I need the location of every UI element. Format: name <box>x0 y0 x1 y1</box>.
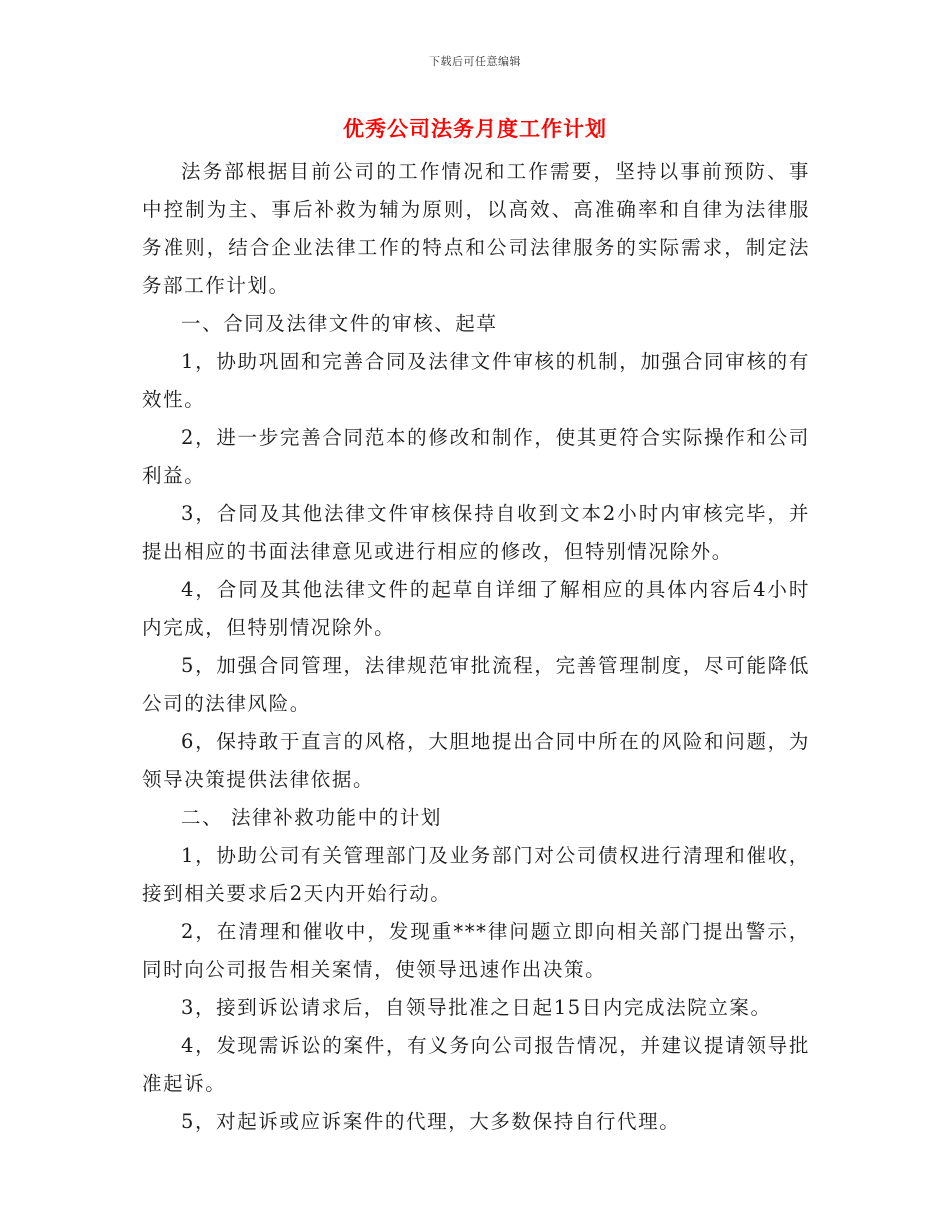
list-item: 2，在清理和催收中，发现重***律问题立即向相关部门提出警示，同时向公司报告相关案情，使领导迅速作出决策。 <box>142 920 810 981</box>
list-item: 1，协助公司有关管理部门及业务部门对公司债权进行清理和催收，接到相关要求后2天内开始行动。 <box>142 844 810 905</box>
list-item: 2，进一步完善合同范本的修改和制作，使其更符合实际操作和公司利益。 <box>142 426 810 487</box>
document-body <box>142 153 810 1141</box>
list-item: 4，合同及其他法律文件的起草自详细了解相应的具体内容后4小时内完成，但特别情况除外。 <box>142 578 810 639</box>
list-item: 4，发现需诉讼的案件，有义务向公司报告情况，并建议提请领导批准起诉。 <box>142 1034 810 1095</box>
section-heading-contracts: 一、合同及法律文件的审核、起草 <box>181 312 498 335</box>
list-item: 1，协助巩固和完善合同及法律文件审核的机制，加强合同审核的有效性。 <box>142 350 810 411</box>
list-item: 3，合同及其他法律文件审核保持自收到文本2小时内审核完毕，并提出相应的书面法律意见或进行相应的修改，但特别情况除外。 <box>142 502 810 563</box>
intro-paragraph: 法务部根据目前公司的工作情况和工作需要，坚持以事前预防、事中控制为主、事后补救为辅为原则，以高效、高准确率和自律为法律服务准则，结合企业法律工作的特点和公司法律服务的实际需求，制定法务部工作计划。 <box>142 160 810 297</box>
section-heading-remedies: 二、 法律补救功能中的计划 <box>181 806 442 829</box>
list-item: 3，接到诉讼请求后，自领导批准之日起15日内完成法院立案。 <box>181 996 772 1019</box>
document-title: 优秀公司法务月度工作计划 <box>343 116 607 141</box>
header-note: 下载后可任意编辑 <box>429 55 521 68</box>
list-item: 5，对起诉或应诉案件的代理，大多数保持自行代理。 <box>181 1110 681 1133</box>
list-item: 6，保持敢于直言的风格，大胆地提出合同中所在的风险和问题，为领导决策提供法律依据。 <box>142 730 810 791</box>
list-item: 5，加强合同管理，法律规范审批流程，完善管理制度，尽可能降低公司的法律风险。 <box>142 654 810 715</box>
